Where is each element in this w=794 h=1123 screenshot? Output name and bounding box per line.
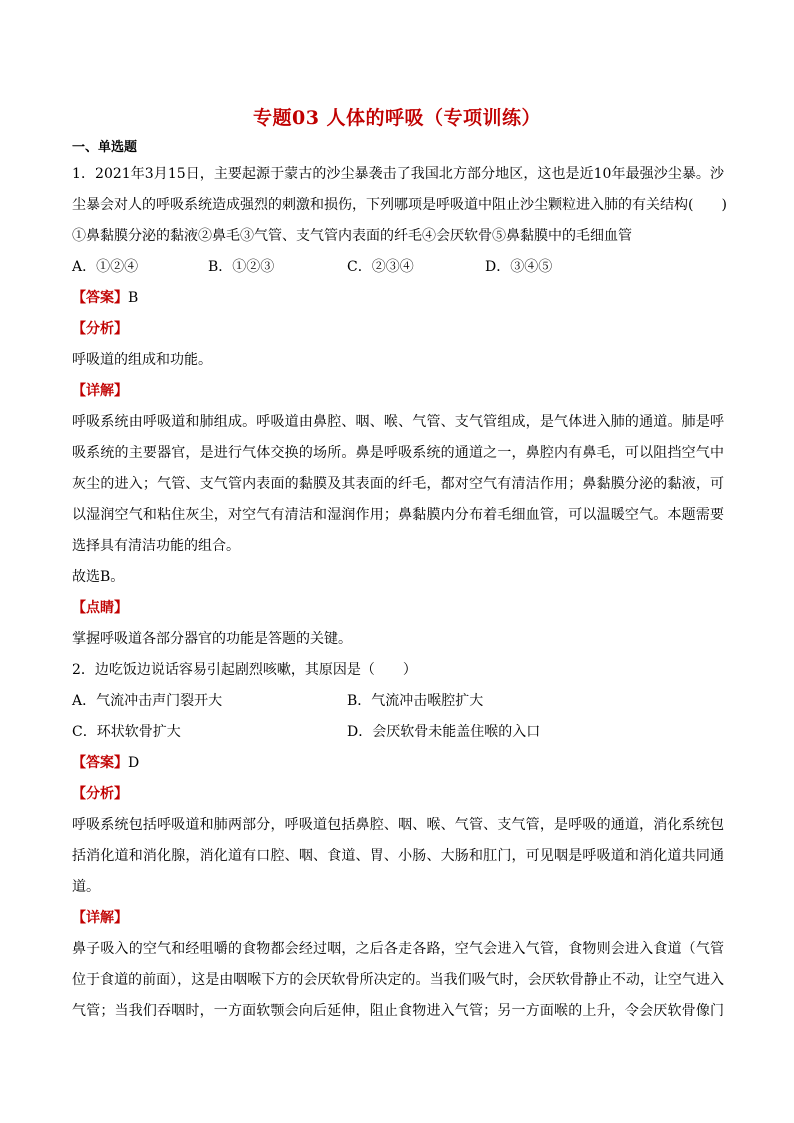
q2-detail-line-2: 位于食道的前面），这是由咽喉下方的会厌软骨所决定的。当我们吸气时，会厌软骨静止不动，让空气进入	[72, 972, 724, 988]
q1-stem-line-3: ①鼻黏膜分泌的黏液②鼻毛③气管、支气管内表面的纤毛④会厌软骨⑤鼻黏膜中的毛细血管	[72, 228, 632, 244]
q2-option-d: D．会厌软骨未能盖住喉的入口	[347, 724, 541, 740]
q1-detail-line-3: 灰尘的进入；气管、支气管内表面的黏膜及其表面的纤毛，都对空气有清洁作用；鼻黏膜分泌的黏液，可	[72, 476, 724, 492]
q2-analysis-line-1: 呼吸系统包括呼吸道和肺两部分，呼吸道包括鼻腔、咽、喉、气管、支气管，是呼吸的通道，消化系统包	[72, 817, 724, 833]
q2-analysis-line-2: 括消化道和消化腺，消化道有口腔、咽、食道、胃、小肠、大肠和肛门，可见咽是呼吸道和消化道共同通	[72, 848, 724, 864]
answer-tag: 【答案】	[72, 755, 128, 771]
q2-detail-tag: 【详解】	[72, 910, 128, 926]
q2-detail-line-1: 鼻子吸入的空气和经咀嚼的食物都会经过咽，之后各走各路，空气会进入气管，食物则会进入食道（气管	[72, 941, 724, 957]
q2-option-c: C．环状软骨扩大	[72, 724, 181, 740]
q1-analysis-tag: 【分析】	[72, 321, 128, 337]
answer-value: B	[128, 290, 139, 306]
page-title: 专题03 人体的呼吸（专项训练）	[252, 107, 542, 129]
q1-conclusion: 故选B。	[72, 569, 125, 585]
q1-detail-line-2: 吸系统的主要器官，是进行气体交换的场所。鼻是呼吸系统的通道之一，鼻腔内有鼻毛，可以阻挡空气中	[72, 445, 724, 461]
q2-answer	[72, 753, 139, 773]
q1-option-b: B．①②③	[208, 259, 275, 275]
q1-analysis-text: 呼吸道的组成和功能。	[72, 352, 212, 368]
q1-key-text: 掌握呼吸道各部分器官的功能是答题的关键。	[72, 631, 352, 647]
answer-tag: 【答案】	[72, 290, 128, 306]
q1-detail-line-1: 呼吸系统由呼吸道和肺组成。呼吸道由鼻腔、咽、喉、气管、支气管组成，是气体进入肺的通道。肺是呼	[72, 414, 724, 430]
answer-value: D	[128, 755, 140, 771]
q2-analysis-tag: 【分析】	[72, 786, 128, 802]
q1-answer	[72, 288, 138, 308]
q1-detail-line-5: 选择具有清洁功能的组合。	[72, 538, 240, 554]
q1-detail-tag: 【详解】	[72, 383, 128, 399]
q1-stem-line-1: 1．2021年3月15日，主要起源于蒙古的沙尘暴袭击了我国北方部分地区，这也是近10年最强沙尘暴。沙	[72, 166, 724, 182]
q2-stem: 2．边吃饭边说话容易引起剧烈咳嗽，其原因是（ ）	[72, 662, 417, 678]
q2-detail-line-3: 气管；当我们吞咽时，一方面软颚会向后延伸，阻止食物进入气管；另一方面喉的上升，令会厌软骨像门	[72, 1003, 724, 1019]
q1-option-d: D．③④⑤	[485, 259, 553, 275]
q1-option-c: C．②③④	[347, 259, 414, 275]
q1-stem-line-2: 尘暴会对人的呼吸系统造成强烈的刺激和损伤，下列哪项是呼吸道中阻止沙尘颗粒进入肺的有关结构( )	[72, 197, 727, 213]
q1-key-tag: 【点睛】	[72, 600, 128, 616]
q2-option-a: A．气流冲击声门裂开大	[72, 693, 223, 709]
q1-detail-line-4: 以湿润空气和粘住灰尘，对空气有清洁和湿润作用；鼻黏膜内分布着毛细血管，可以温暖空气。本题需要	[72, 507, 724, 523]
q2-analysis-line-3: 道。	[72, 879, 100, 895]
q1-option-a: A．①②④	[72, 259, 139, 275]
q2-option-b: B．气流冲击喉腔扩大	[347, 693, 484, 709]
section-heading: 一、单选题	[72, 140, 138, 155]
